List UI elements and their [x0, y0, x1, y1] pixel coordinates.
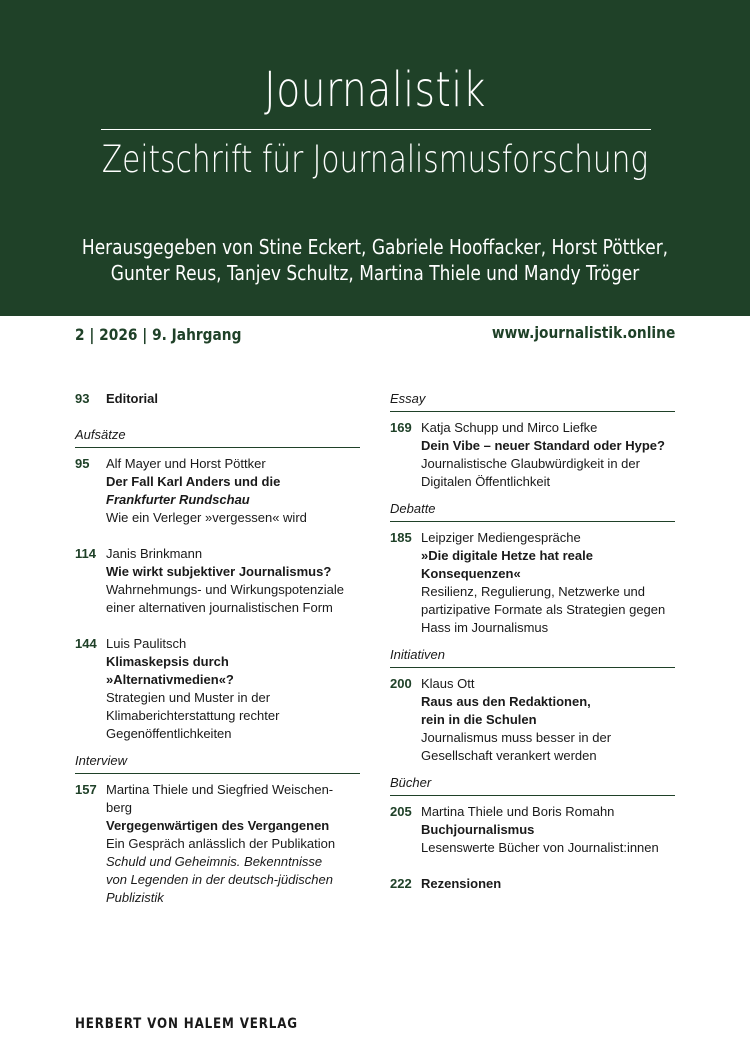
page-number: 93 [75, 391, 90, 406]
entry-subtitle: Wahrnehmungs- und Wirkungspotenziale [106, 582, 344, 597]
entry-subtitle: Digitalen Öffentlichkeit [421, 474, 551, 489]
entry-subtitle: Gesellschaft verankert werden [421, 748, 597, 763]
entry-title: Klimaskepsis durch [106, 654, 229, 669]
entry-subtitle: Wie ein Verleger »vergessen« wird [106, 510, 307, 525]
website-link[interactable]: www.journalistik.online [491, 323, 675, 342]
entry-authors: Katja Schupp und Mirco Liefke [421, 420, 598, 435]
toc-entry-editorial[interactable] [75, 390, 360, 408]
entry-subtitle: Publizistik [106, 890, 164, 905]
section-heading-initiativen: Initiativen [390, 646, 675, 668]
entry-authors: Klaus Ott [421, 676, 475, 691]
toc-left-column [75, 390, 360, 907]
page-number: 200 [390, 676, 412, 691]
entry-authors: Alf Mayer und Horst Pöttker [106, 456, 266, 471]
entry-title: Dein Vibe – neuer Standard oder Hype? [421, 438, 665, 453]
entry-title: Editorial [106, 391, 159, 406]
entry-subtitle: Strategien und Muster in der [106, 690, 271, 705]
entry-title: Konsequenzen« [421, 566, 521, 581]
publisher-name: HERBERT VON HALEM VERLAG [75, 1016, 298, 1032]
toc-entry-144[interactable] [75, 635, 360, 743]
entry-subtitle: Gegenöffentlichkeiten [106, 726, 232, 741]
toc-right-column [390, 390, 675, 893]
entry-title: »Alternativmedien«? [106, 672, 234, 687]
entry-subtitle: Schuld und Geheimnis. Bekenntnisse [106, 854, 323, 869]
editors-credit [56, 234, 694, 286]
entry-subtitle: Hass im Journalismus [421, 620, 549, 635]
journal-title: Journalistik [264, 62, 486, 118]
section-heading-aufsaetze: Aufsätze [75, 426, 360, 448]
editors-line: Gunter Reus, Tanjev Schultz, Martina Thiele und Mandy Tröger [110, 261, 640, 285]
entry-title: Vergegenwärtigen des Vergangenen [106, 818, 330, 833]
section-heading-debatte: Debatte [390, 500, 675, 522]
entry-authors: Luis Paulitsch [106, 636, 187, 651]
entry-authors: Leipziger Mediengespräche [421, 530, 581, 545]
entry-title: Raus aus den Redaktionen, [421, 694, 591, 709]
page-number: 205 [390, 804, 412, 819]
entry-subtitle: von Legenden in der deutsch-jüdischen [106, 872, 333, 887]
page-number: 185 [390, 530, 412, 545]
editors-line: Herausgegeben von Stine Eckert, Gabriele Hooffacker, Horst Pöttker, [81, 235, 669, 259]
entry-subtitle: Lesenswerte Bücher von Journalist:innen [421, 840, 659, 855]
issue-info: 2 | 2026 | 9. Jahrgang [75, 325, 242, 344]
entry-subtitle: Journalistische Glaubwürdigkeit in der [421, 456, 640, 471]
entry-title: rein in die Schulen [421, 712, 537, 727]
entry-subtitle: Ein Gespräch anlässlich der Publikation [106, 836, 336, 851]
page-number: 222 [390, 876, 412, 891]
entry-title: Rezensionen [421, 876, 502, 891]
entry-title: Frankfurter Rundschau [106, 492, 250, 507]
entry-title: Buchjournalismus [421, 822, 535, 837]
entry-subtitle: einer alternativen journalistischen Form [106, 600, 333, 615]
entry-authors: berg [106, 800, 133, 815]
cover-header [0, 0, 750, 316]
entry-subtitle: partizipative Formate als Strategien gegen [421, 602, 666, 617]
toc-entry-rezensionen[interactable] [390, 875, 675, 893]
header-divider [101, 129, 651, 130]
section-heading-interview: Interview [75, 752, 360, 774]
entry-subtitle: Resilienz, Regulierung, Netzwerke und [421, 584, 646, 599]
page-number: 169 [390, 420, 412, 435]
entry-authors: Martina Thiele und Boris Romahn [421, 804, 615, 819]
entry-title: Wie wirkt subjektiver Journalismus? [106, 564, 332, 579]
page-number: 95 [75, 456, 90, 471]
toc-entry-157[interactable] [75, 781, 360, 907]
toc-entry-205[interactable] [390, 803, 675, 857]
entry-title: »Die digitale Hetze hat reale [421, 548, 593, 563]
toc-entry-114[interactable] [75, 545, 360, 617]
toc-entry-169[interactable] [390, 419, 675, 491]
journal-subtitle: Zeitschrift für Journalismusforschung [101, 138, 649, 181]
entry-subtitle: Klimaberichterstattung rechter [106, 708, 280, 723]
entry-title: Der Fall Karl Anders und die [106, 474, 281, 489]
page-number: 144 [75, 636, 97, 651]
section-heading-buecher: Bücher [390, 774, 675, 796]
section-heading-essay: Essay [390, 390, 675, 412]
entry-authors: Martina Thiele und Siegfried Weischen- [106, 782, 334, 797]
entry-authors: Janis Brinkmann [106, 546, 203, 561]
toc-entry-95[interactable] [75, 455, 360, 527]
toc-entry-185[interactable] [390, 529, 675, 637]
page-number: 157 [75, 782, 97, 797]
page-number: 114 [75, 546, 96, 561]
toc-entry-200[interactable] [390, 675, 675, 765]
entry-subtitle: Journalismus muss besser in der [421, 730, 612, 745]
